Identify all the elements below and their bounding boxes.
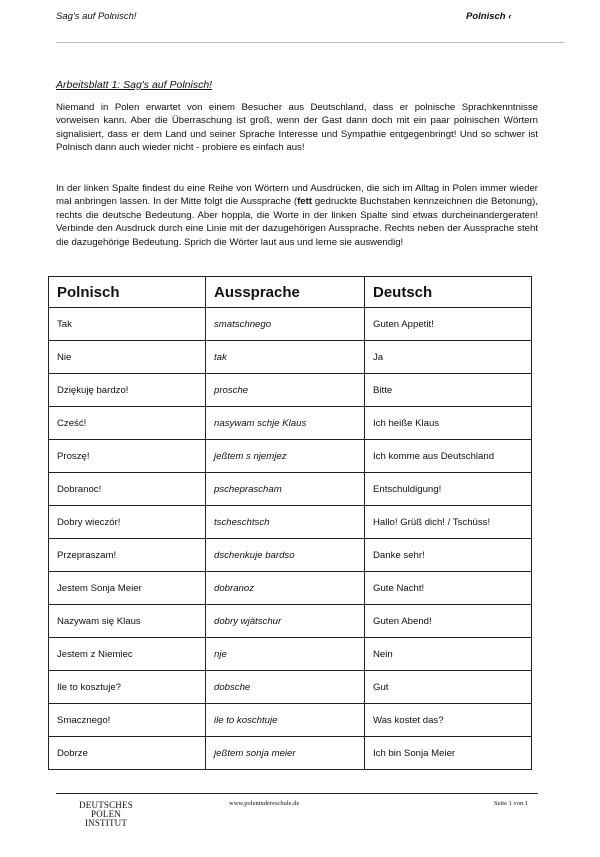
table-row xyxy=(49,341,532,374)
cell-polnisch: Tak xyxy=(49,308,206,341)
footer-divider xyxy=(56,793,538,794)
vocabulary-table xyxy=(48,276,532,770)
cell-polnisch: Cześć! xyxy=(49,407,206,440)
instructions-bold-word: fett xyxy=(297,196,312,208)
cell-polnisch: Smacznego! xyxy=(49,704,206,737)
cell-aussprache: dobry wjätschur xyxy=(206,605,365,638)
table-row xyxy=(49,506,532,539)
cell-polnisch: Przepraszam! xyxy=(49,539,206,572)
table-row xyxy=(49,308,532,341)
cell-polnisch: Nie xyxy=(49,341,206,374)
table-row xyxy=(49,374,532,407)
cell-deutsch: Guten Appetit! xyxy=(365,308,532,341)
cell-deutsch: Danke sehr! xyxy=(365,539,532,572)
institute-logo xyxy=(66,801,146,828)
cell-aussprache: pscheprascham xyxy=(206,473,365,506)
cell-aussprache: ile to koschtuje xyxy=(206,704,365,737)
logo-line-2: POLEN xyxy=(91,809,121,819)
cell-aussprache: nje xyxy=(206,638,365,671)
table-row xyxy=(49,539,532,572)
table-row xyxy=(49,605,532,638)
cell-polnisch: Dobranoc! xyxy=(49,473,206,506)
cell-deutsch: Bitte xyxy=(365,374,532,407)
column-header-deutsch: Deutsch xyxy=(365,277,532,308)
cell-aussprache: tscheschtsch xyxy=(206,506,365,539)
cell-polnisch: Nazywam się Klaus xyxy=(49,605,206,638)
instructions-text-start: In der linken Spalte findest du eine Reihe von Wörtern und Ausdrücken, die sich im Alltag in Polen immer wieder mal anbringen lassen. In der Mitte folgt die Aussprache ( xyxy=(56,183,538,208)
table-row xyxy=(49,407,532,440)
cell-aussprache: dobranoz xyxy=(206,572,365,605)
instructions-text-end: gedruckte Buchstaben kennzeichnen die Betonung), rechts die deutsche Bedeutung. Aber hoppla, die Worte in der linken Spalte sind etwas durcheinandergeraten! Verbinde den Ausdruck durch eine Linie mit der dazugehörigen Aussprache. Rechts neben der Aussprache steht die dazugehörige Bedeutung. Sprich die Wörter laut aus und lerne sie auswendig! xyxy=(56,196,538,248)
table-row xyxy=(49,704,532,737)
cell-deutsch: Entschuldigung! xyxy=(365,473,532,506)
cell-polnisch: Proszę! xyxy=(49,440,206,473)
table-row xyxy=(49,671,532,704)
footer-page-number: Seite 1 von 1 xyxy=(494,800,529,807)
logo-line-1: DEUTSCHES xyxy=(79,800,133,810)
cell-polnisch: Dziękuję bardzo! xyxy=(49,374,206,407)
column-header-polnisch: Polnisch xyxy=(49,277,206,308)
table-row xyxy=(49,572,532,605)
logo-line-3: INSTITUT xyxy=(84,818,128,828)
table-row xyxy=(49,638,532,671)
cell-deutsch: Ich heiße Klaus xyxy=(365,407,532,440)
cell-polnisch: Jestem z Niemiec xyxy=(49,638,206,671)
table-header-row xyxy=(49,277,532,308)
cell-deutsch: Ich bin Sonja Meier xyxy=(365,737,532,770)
cell-deutsch: Was kostet das? xyxy=(365,704,532,737)
cell-deutsch: Nein xyxy=(365,638,532,671)
cell-aussprache: dobsche xyxy=(206,671,365,704)
cell-polnisch: Ile to kosztuje? xyxy=(49,671,206,704)
cell-polnisch: Dobry wieczór! xyxy=(49,506,206,539)
intro-paragraph: Niemand in Polen erwartet von einem Besucher aus Deutschland, dass er polnische Sprachkenntnisse vorweisen kann. Aber die Überraschung ist groß, wenn der Gast dann doch mit ein paar polnischen Wörtern signalisiert, dass er dem Land und seiner Sprache Interesse und Sympathie entgegenbringt! Und so schwer ist Polnisch dann auch wieder nicht - probiere es einfach aus! xyxy=(56,102,538,154)
cell-aussprache: tak xyxy=(206,341,365,374)
header-divider xyxy=(56,42,564,43)
cell-deutsch: Hallo! Grüß dich! / Tschüss! xyxy=(365,506,532,539)
column-header-aussprache: Aussprache xyxy=(206,277,365,308)
cell-deutsch: Ich komme aus Deutschland xyxy=(365,440,532,473)
table-body xyxy=(49,308,532,770)
footer-url: www.polenindereschule.de xyxy=(229,800,300,807)
cell-aussprache: smatschnego xyxy=(206,308,365,341)
cell-deutsch: Guten Abend! xyxy=(365,605,532,638)
worksheet-title: Arbeitsblatt 1: Sag's auf Polnisch! xyxy=(56,79,213,91)
cell-aussprache: jeßtem sonja meier xyxy=(206,737,365,770)
table-row xyxy=(49,737,532,770)
instructions-paragraph xyxy=(56,182,538,249)
cell-polnisch: Jestem Sonja Meier xyxy=(49,572,206,605)
cell-aussprache: jeßtem s njemjez xyxy=(206,440,365,473)
cell-aussprache: dschenkuje bardso xyxy=(206,539,365,572)
cell-deutsch: Gute Nacht! xyxy=(365,572,532,605)
cell-aussprache: prosche xyxy=(206,374,365,407)
cell-polnisch: Dobrze xyxy=(49,737,206,770)
header-subject: Polnisch ‹ xyxy=(466,11,512,22)
table-row xyxy=(49,440,532,473)
cell-deutsch: Ja xyxy=(365,341,532,374)
cell-aussprache: nasywam schje Klaus xyxy=(206,407,365,440)
table-row xyxy=(49,473,532,506)
header-title: Sag's auf Polnisch! xyxy=(56,11,137,22)
cell-deutsch: Gut xyxy=(365,671,532,704)
